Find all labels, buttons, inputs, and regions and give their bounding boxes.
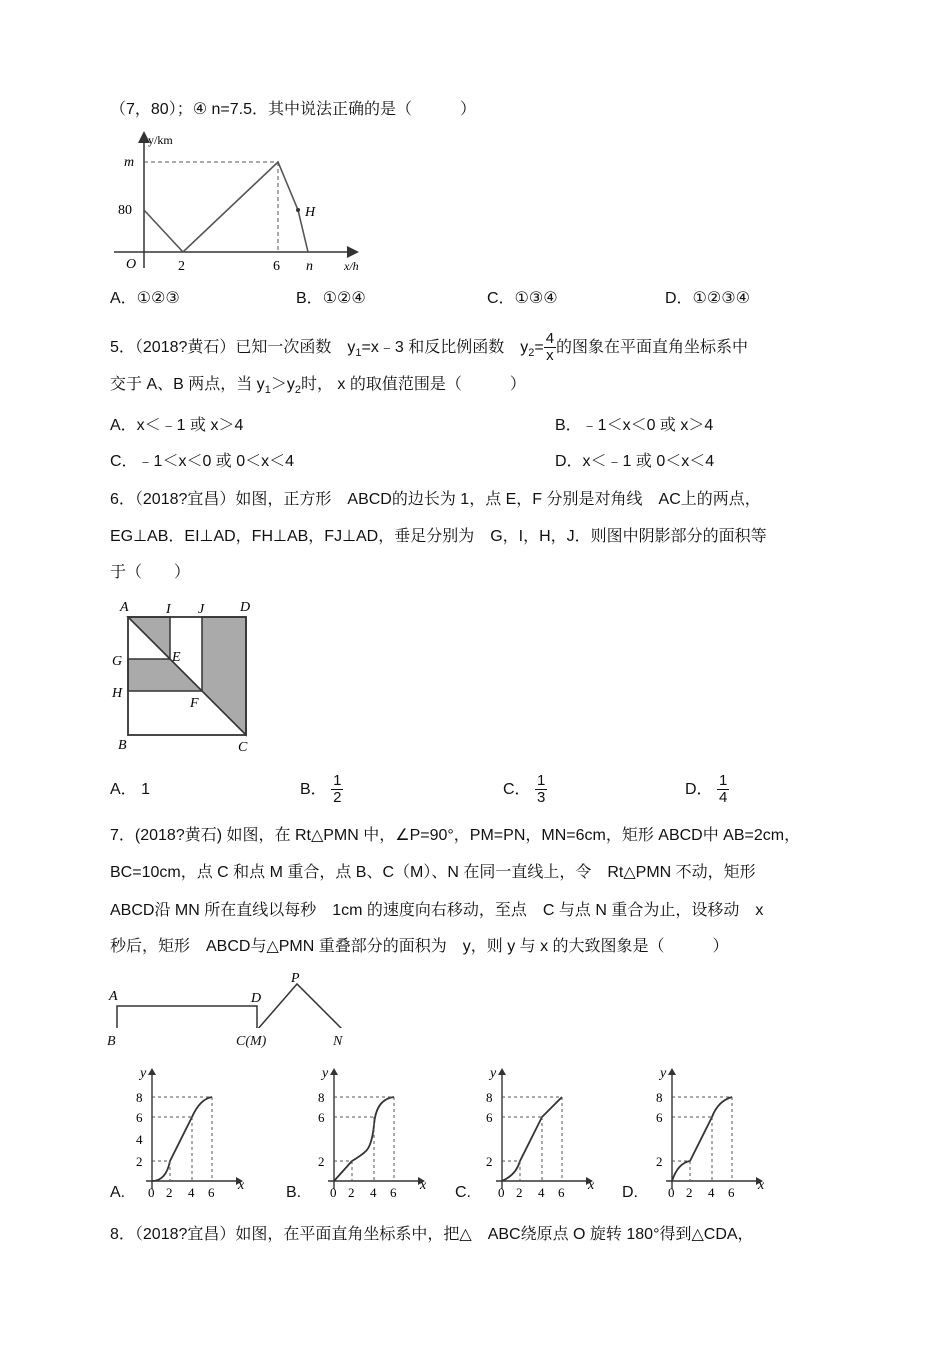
x-tick-2: 2 <box>348 1185 355 1200</box>
x-tick-4: 4 <box>188 1185 195 1200</box>
q4-continuation-text: （7，80）；④ n=7.5．其中说法正确的是（ ） <box>110 101 476 118</box>
y-label: y <box>322 1066 329 1081</box>
q4-option-b[interactable]: B．①②④ <box>296 290 366 307</box>
q7-graph-a <box>128 1065 258 1200</box>
graph-c-curve <box>502 1097 562 1181</box>
q8-line-1: 8．（2018?宜昌）如图，在平面直角坐标系中，把△ ABC绕原点 O 旋转 180°得到△CDA， <box>110 1226 754 1243</box>
y-label: y <box>490 1066 497 1081</box>
x-label: x <box>420 1178 427 1193</box>
y-tick-2: 2 <box>486 1154 493 1169</box>
x-tick-2: 2 <box>686 1185 693 1200</box>
q4-distance-time-graph <box>108 128 368 278</box>
q5-option-b[interactable]: B．﹣1＜x＜0 或 x＞4 <box>555 417 714 434</box>
y-axis-label: y/km <box>148 133 173 147</box>
x6-label: 6 <box>273 259 280 274</box>
x-tick-4: 4 <box>538 1185 545 1200</box>
q7-line-3: ABCD沿 MN 所在直线以每秒 1cm 的速度向右移动，至点 C 与点 N 重合为止，设移动 x <box>110 902 764 919</box>
x-label: x <box>588 1178 595 1193</box>
q7-option-a[interactable]: A. <box>110 1184 126 1201</box>
label-b: B <box>118 738 127 753</box>
triangle-pmn <box>257 984 343 1028</box>
q6-square-figure <box>108 595 268 760</box>
graph-b-curve <box>334 1097 394 1181</box>
y-tick-6: 6 <box>486 1110 493 1125</box>
label-c: C <box>238 740 248 755</box>
q7-label-b: B <box>107 1034 116 1049</box>
y-tick-4: 4 <box>136 1132 143 1147</box>
distance-polyline <box>144 162 308 252</box>
y-tick-6: 6 <box>656 1110 663 1125</box>
q4-option-d[interactable]: D．①②③④ <box>665 290 750 307</box>
origin-label: O <box>126 257 137 272</box>
label-g: G <box>112 654 123 669</box>
q5-option-d[interactable]: D．x＜﹣1 或 0＜x＜4 <box>555 453 715 470</box>
x-axis-label: x/h <box>344 259 359 273</box>
y-tick-6: 6 <box>136 1110 143 1125</box>
q7-line-4: 秒后，矩形 ABCD与△PMN 重叠部分的面积为 y，则 y 与 x 的大致图象是（ ） <box>110 938 729 955</box>
label-p: P <box>291 971 300 986</box>
y-axis-arrow <box>148 1068 156 1075</box>
q5-option-c[interactable]: C．﹣1＜x＜0 或 0＜x＜4 <box>110 453 295 470</box>
x-tick-0: 0 <box>498 1185 505 1200</box>
q7-label-n: N <box>333 1034 343 1049</box>
label-f: F <box>190 696 199 711</box>
x-label: x <box>758 1178 765 1193</box>
x-tick-4: 4 <box>370 1185 377 1200</box>
y-tick-8: 8 <box>318 1090 325 1105</box>
x-tick-0: 0 <box>148 1185 155 1200</box>
x-tick-4: 4 <box>708 1185 715 1200</box>
y80-label: 80 <box>118 203 132 218</box>
shaded-region-jdcf <box>202 617 246 735</box>
x-tick-6: 6 <box>728 1185 735 1200</box>
q6-line-2: EG⊥AB．EI⊥AD，FH⊥AB，FJ⊥AD，垂足分别为 G，I，H，J．则图中阴影部分的面积等 <box>110 528 767 545</box>
q6-option-b[interactable]: B． $\frac{1}{2}$ <box>300 772 342 807</box>
q6-option-a[interactable]: A． 1 <box>110 781 151 798</box>
label-a: A <box>120 600 129 615</box>
x-tick-6: 6 <box>208 1185 215 1200</box>
x-tick-6: 6 <box>390 1185 397 1200</box>
x2-label: 2 <box>178 259 185 274</box>
xn-label: n <box>306 259 313 274</box>
y-tick-6: 6 <box>318 1110 325 1125</box>
y-tick-2: 2 <box>318 1154 325 1169</box>
y-tick-2: 2 <box>656 1154 663 1169</box>
label-d: D <box>240 600 251 615</box>
q7-option-c[interactable]: C. <box>455 1184 471 1201</box>
y-label: y <box>140 1066 147 1081</box>
x-tick-6: 6 <box>558 1185 565 1200</box>
label-a: A <box>109 989 118 1004</box>
h-label: H <box>305 205 316 220</box>
q7-label-cm: C(M) <box>236 1034 267 1049</box>
y-tick-8: 8 <box>486 1090 493 1105</box>
shaded-region-ghf <box>128 659 202 691</box>
x-tick-2: 2 <box>516 1185 523 1200</box>
q6-option-d[interactable]: D． $\frac{1}{4}$ <box>685 772 728 807</box>
x-tick-0: 0 <box>330 1185 337 1200</box>
y-label: y <box>660 1066 667 1081</box>
label-h: H <box>112 686 123 701</box>
label-e: E <box>172 650 181 665</box>
q7-graph-c <box>478 1065 608 1200</box>
y-axis-arrow <box>668 1068 676 1075</box>
y-tick-2: 2 <box>136 1154 143 1169</box>
label-j: J <box>198 602 205 617</box>
q7-graph-b <box>310 1065 440 1200</box>
q6-line-3: 于（ ） <box>110 564 191 581</box>
graph-d-curve <box>672 1097 732 1181</box>
q7-option-b[interactable]: B. <box>286 1184 302 1201</box>
label-d: D <box>251 991 262 1006</box>
q4-option-c[interactable]: C．①③④ <box>487 290 558 307</box>
m-label: m <box>124 155 135 170</box>
y-tick-8: 8 <box>656 1090 663 1105</box>
x-tick-2: 2 <box>166 1185 173 1200</box>
rectangle-abcd <box>117 1006 257 1028</box>
q5-line-1: 5．（2018?黄石）已知一次函数 $y_1=x﹣3$ 和反比例函数 $y_2=$ $\frac{4}{x}$ 的图象在平面直角坐标系中 <box>110 330 749 365</box>
y-tick-8: 8 <box>136 1090 143 1105</box>
x-tick-0: 0 <box>668 1185 675 1200</box>
q7-rect-triangle-figure <box>105 968 355 1028</box>
x-label: x <box>238 1178 245 1193</box>
q6-line-1: 6．（2018?宜昌）如图，正方形 ABCD的边长为 1，点 E，F 分别是对角线 AC上的两点， <box>110 491 761 508</box>
y-axis-arrow <box>330 1068 338 1075</box>
q5-line-2: 交于 A、B 两点，当 $y_1>y_2$时， x 的取值范围是（ ） <box>110 376 526 397</box>
q7-line-2: BC=10cm，点 C 和点 M 重合，点 B、C（M）、N 在同一直线上，令 Rt△PMN 不动，矩形 <box>110 864 756 881</box>
q7-graph-d <box>648 1065 778 1200</box>
y-axis-arrow <box>498 1068 506 1075</box>
q5-option-a[interactable]: A．x＜﹣1 或 x＞4 <box>110 417 244 434</box>
q4-option-a[interactable]: A．①②③ <box>110 290 180 307</box>
q7-line-1: 7．(2018?黄石) 如图，在 Rt△PMN 中，∠P=90°，PM=PN，MN=6cm，矩形 ABCD中 AB=2cm， <box>110 827 801 844</box>
q6-option-c[interactable]: C． $\frac{1}{3}$ <box>503 772 546 807</box>
q7-option-d[interactable]: D. <box>622 1184 638 1201</box>
label-i: I <box>166 602 171 617</box>
graph-a-curve <box>152 1097 212 1181</box>
q5-fraction: $\frac{4}{x}$ <box>545 330 555 365</box>
point-h <box>296 208 300 212</box>
